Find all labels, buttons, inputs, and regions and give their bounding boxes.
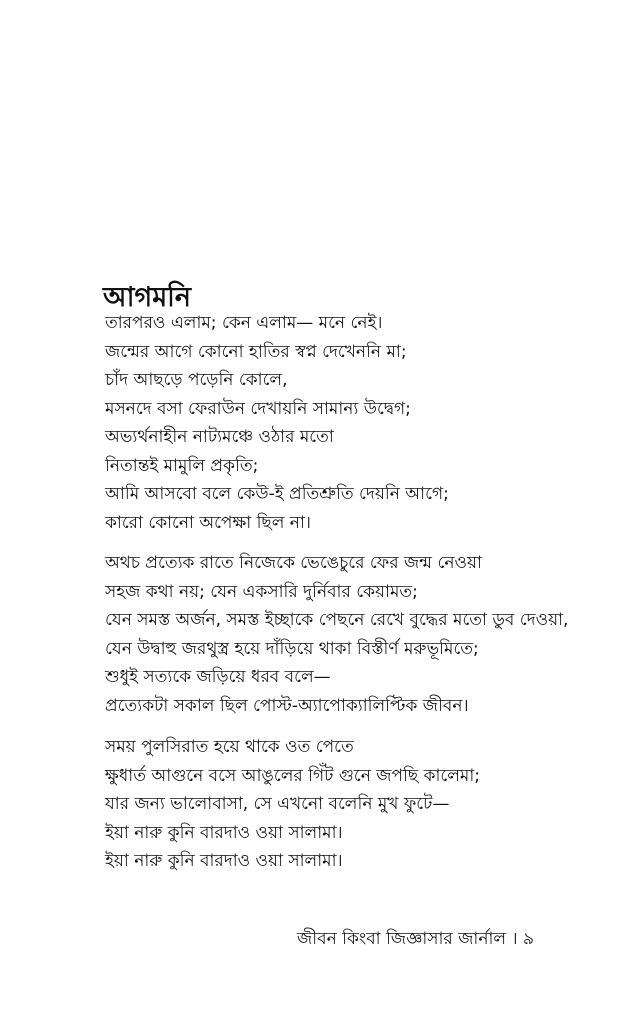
stanza-2 [105,549,568,720]
poem-line: সহজ কথা নয়; যেন একসারি দুর্নিবার কেয়ামত; [105,581,418,602]
stanza-3 [105,733,480,876]
poem-line: শুধুই সত্যকে জড়িয়ে ধরব বলে— [105,667,331,687]
poem-line: নিতান্তই মামুলি প্রকৃতি; [105,455,259,476]
poem-line: যেন উদ্বাহু জরথুস্ত্র হয়ে দাঁড়িয়ে থাকা বিস্তীর্ণ মরুভূমিতে; [105,638,479,659]
poem-line: ইয়া নারু কুনি বারদাও ওয়া সালামা। [105,822,343,843]
poem-line: ক্ষুধার্ত আগুনে বসে আঙুলের গিঁট গুনে জপছি কালেমা; [105,765,481,786]
poem-line: তারপরও এলাম; কেন এলাম— মনে নেই। [105,313,383,333]
poem-line: অভ্যর্থনাহীন নাট্যমঞ্চে ওঠার মতো [105,427,334,447]
poem-line: জন্মের আগে কোনো হাতির স্বপ্ন দেখেননি মা; [105,341,407,362]
poem-line: যেন সমস্ত অর্জন, সমস্ত ইচ্ছাকে পেছনে রেখে বুদ্ধের মতো ডুব দেওয়া, [105,610,569,630]
poem-line: যার জন্য ভালোবাসা, সে এখনো বলেনি মুখ ফুটে— [105,794,450,814]
stanza-1 [105,309,449,537]
poem-line: সময় পুলসিরাত হয়ে থাকে ওত পেতে [105,737,354,757]
poem-line: মসনদে বসা ফেরাউন দেখায়নি সামান্য উদ্বেগ; [105,398,411,419]
poem-line: কারো কোনো অপেক্ষা ছিল না। [105,512,311,533]
poem-line: ইয়া নারু কুনি বারদাও ওয়া সালামা। [105,851,343,871]
poem-line: আমি আসবো বলে কেউ-ই প্রতিশ্রুতি দেয়নি আগে; [105,484,449,504]
poem-line: অথচ প্রত্যেক রাতে নিজেকে ভেঙেচুরে ফের জন্ম নেওয়া [105,553,482,573]
poem-title: আগমনি [103,282,192,314]
running-footer: জীবন কিংবা জিজ্ঞাসার জার্নাল । ৯ [297,929,534,949]
poem-line: প্রত্যেকটা সকাল ছিল পোস্ট-অ্যাপোক্যালিপ্টিক জীবন। [105,695,469,716]
poem-line: চাঁদ আছড়ে পড়েনি কোলে, [105,370,288,390]
